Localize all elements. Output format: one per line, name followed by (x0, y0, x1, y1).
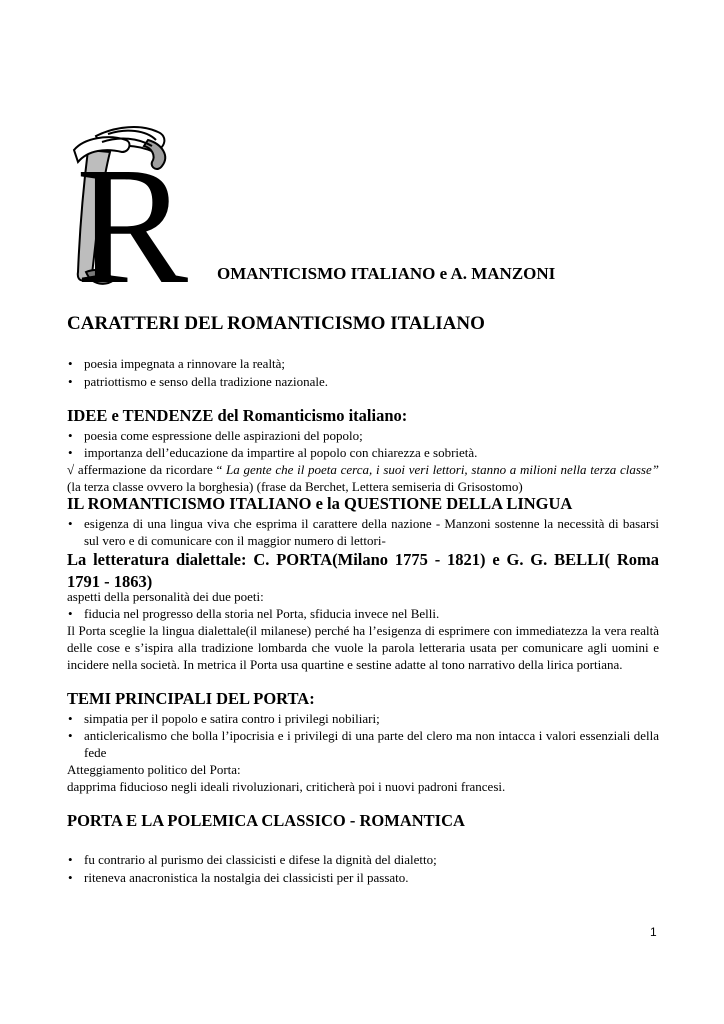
atteggiamento-label: Atteggiamento politico del Porta: (67, 762, 241, 777)
list-item: • simpatia per il popolo e satira contro i privilegi nobiliari; (68, 711, 380, 726)
list-item: • poesia impegnata a rinnovare la realtà; (68, 356, 286, 371)
list-item: • riteneva anacronistica la nostalgia dei classicisti per il passato. (68, 870, 409, 885)
list-item: • esigenza di una lingua viva che esprima il carattere della nazione - Manzoni sostenne la necessità di basarsi sul vero e di comunicare con il maggior numero di lettori- (68, 516, 659, 548)
heading-polemica: PORTA E LA POLEMICA CLASSICO - ROMANTICA (67, 811, 465, 830)
heading-caratteri: CARATTERI DEL ROMANTICISMO ITALIANO (67, 313, 485, 334)
heading-temi-porta: TEMI PRINCIPALI DEL PORTA: (67, 689, 315, 708)
list-item: • patriottismo e senso della tradizione nazionale. (68, 374, 329, 389)
drop-cap-r-scroll (66, 122, 216, 287)
document-title: OMANTICISMO ITALIANO e A. MANZONI (217, 264, 556, 283)
list-item: • poesia come espressione delle aspirazioni del popolo; (68, 428, 363, 443)
berchet-quote-paragraph: √ affermazione da ricordare “ La gente che il poeta cerca, i suoi veri lettori, stanno a milioni nella terza classe” (la terza classe ovvero la borghesia) (frase da Berchet, Lettera semiseria di Grisostomo) (67, 462, 659, 494)
aspetti-intro: aspetti della personalità dei due poeti: (67, 589, 264, 604)
list-item: • importanza dell’educazione da impartire al popolo con chiarezza e sobrietà. (68, 445, 478, 460)
drop-cap-letter: R (76, 133, 189, 287)
list-item: • fiducia nel progresso della storia nel Porta, sfiducia invece nel Belli. (68, 606, 440, 621)
list-item: • anticlericalismo che bolla l’ipocrisia e i privilegi di una parte del clero ma non intacca i valori essenziali della fede (68, 728, 659, 760)
check-mark-icon: √ (67, 462, 75, 477)
list-item: • fu contrario al purismo dei classicisti e difese la dignità del dialetto; (68, 852, 437, 867)
heading-letteratura-dialettale: La letteratura dialettale: C. PORTA(Milano 1775 - 1821) e G. G. BELLI( Roma 1791 - 1863) (67, 550, 659, 591)
heading-idee-tendenze: IDEE e TENDENZE del Romanticismo italiano: (67, 406, 408, 425)
porta-paragraph: Il Porta sceglie la lingua dialettale(il milanese) perché ha l’esigenza di esprimere con immediatezza la vera realtà delle cose e s’ispira alla tradizione lombarda che vuole la parola letteraria usata per comunicare agli uomini e incidere nella società. In metrica il Porta usa quartine e sestine adatte al tono narrativo della lirica portiana. (67, 623, 659, 672)
atteggiamento-text: dapprima fiducioso negli ideali rivoluzionari, criticherà poi i nuovi padroni francesi. (67, 779, 506, 794)
berchet-quote: La gente che il poeta cerca, i suoi veri lettori, stanno a milioni nella terza classe” (226, 462, 659, 477)
page-number: 1 (650, 925, 657, 939)
heading-questione-lingua: IL ROMANTICISMO ITALIANO e la QUESTIONE DELLA LINGUA (67, 494, 573, 513)
